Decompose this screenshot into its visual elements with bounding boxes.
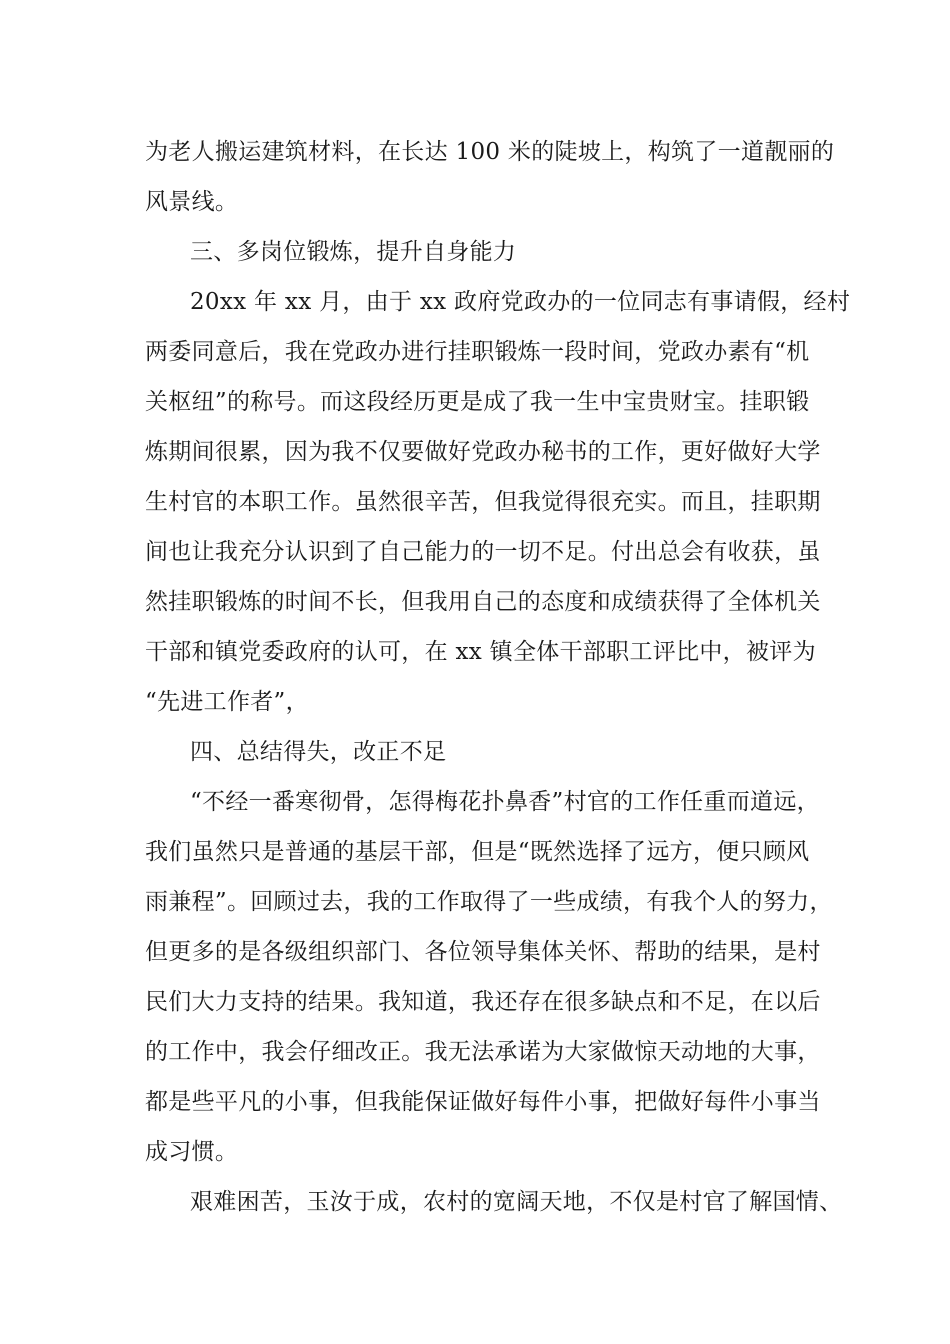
- paragraph-line: “先进工作者”，: [145, 689, 309, 715]
- paragraph-line: 的工作中，我会仔细改正。我无法承诺为大家做惊天动地的大事，: [145, 1039, 821, 1065]
- paragraph-line: 20xx 年 xx 月，由于 xx 政府党政办的一位同志有事请假，经村: [190, 289, 851, 315]
- paragraph-line: “不经一番寒彻骨，怎得梅花扑鼻香”村官的工作任重而道远，: [190, 789, 820, 815]
- paragraph-line: 间也让我充分认识到了自己能力的一切不足。付出总会有收获，虽: [145, 539, 821, 565]
- paragraph-line: 风景线。: [145, 189, 239, 215]
- section-heading-3: 三、多岗位锻炼，提升自身能力: [190, 239, 517, 265]
- paragraph-line: 都是些平凡的小事，但我能保证做好每件小事，把做好每件小事当: [145, 1089, 821, 1115]
- paragraph-line: 生村官的本职工作。虽然很辛苦，但我觉得很充实。而且，挂职期: [145, 489, 821, 515]
- paragraph-line: 民们大力支持的结果。我知道，我还存在很多缺点和不足，在以后: [145, 989, 821, 1015]
- paragraph-line: 雨兼程”。回顾过去，我的工作取得了一些成绩，有我个人的努力，: [145, 889, 833, 915]
- paragraph-line: 干部和镇党委政府的认可，在 xx 镇全体干部职工评比中，被评为: [145, 639, 816, 665]
- paragraph-line: 炼期间很累，因为我不仅要做好党政办秘书的工作，更好做好大学: [145, 439, 821, 465]
- paragraph-line: 关枢纽”的称号。而这段经历更是成了我一生中宝贵财宝。挂职锻: [145, 389, 810, 415]
- paragraph-line: 成习惯。: [145, 1139, 239, 1165]
- paragraph-line: 但更多的是各级组织部门、各位领导集体关怀、帮助的结果，是村: [145, 939, 821, 965]
- paragraph-line: 为老人搬运建筑材料，在长达 100 米的陡坡上，构筑了一道靓丽的: [145, 139, 835, 165]
- paragraph-line: 然挂职锻炼的时间不长，但我用自己的态度和成绩获得了全体机关: [145, 589, 821, 615]
- section-heading-4: 四、总结得失，改正不足: [190, 739, 447, 765]
- paragraph-line: 艰难困苦，玉汝于成，农村的宽阔天地，不仅是村官了解国情、: [190, 1189, 843, 1215]
- paragraph-line: 我们虽然只是普通的基层干部，但是“既然选择了远方，便只顾风: [145, 839, 810, 865]
- paragraph-line: 两委同意后，我在党政办进行挂职锻炼一段时间，党政办素有“机: [145, 339, 810, 365]
